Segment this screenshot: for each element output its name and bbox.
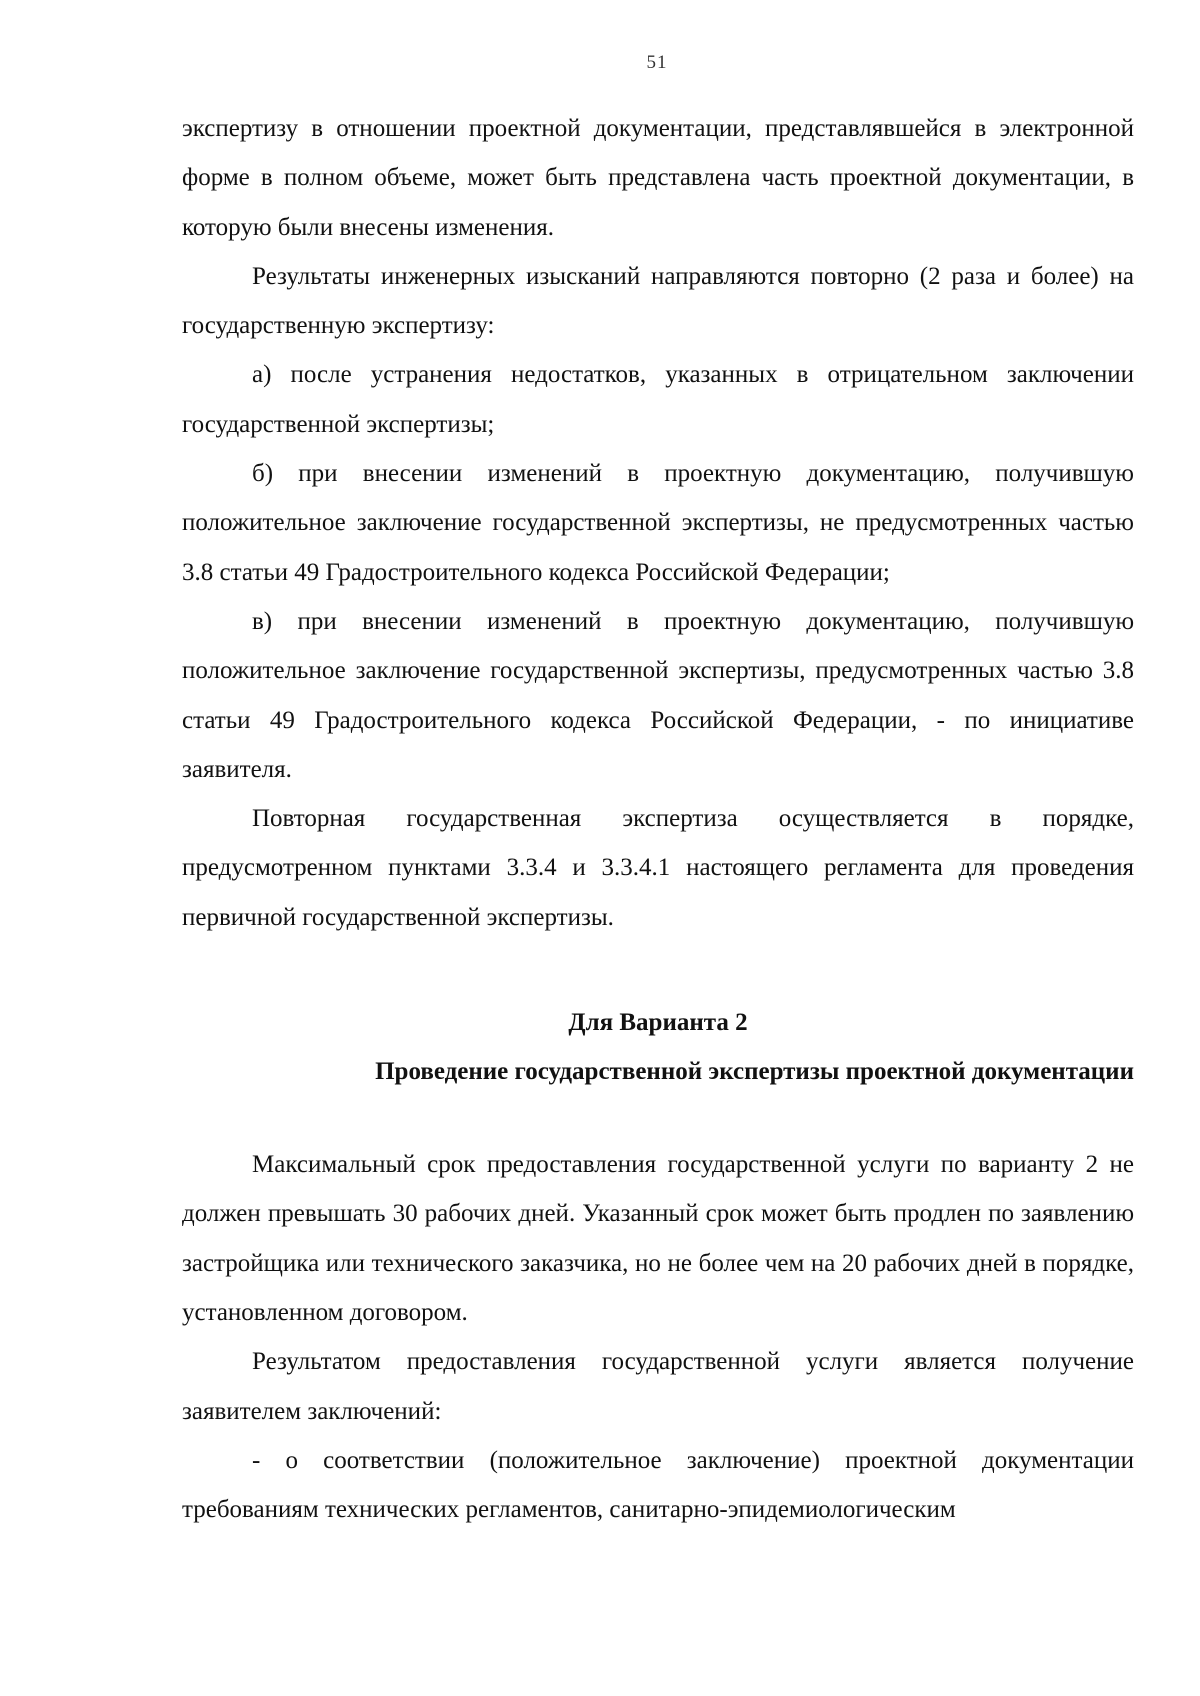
list-item-v: в) при внесении изменений в проектную документацию, получившую положительное заключение государственной экспертизы, предусмотренных частью 3.8 статьи 49 Градостроительного кодекса Российской Федерации, - по инициативе заявителя. — [182, 607, 1134, 783]
paragraph-max-term: Максимальный срок предоставления государственной услуги по варианту 2 не должен превышать 30 рабочих дней. Указанный срок может быть продлен по заявлению застройщика или технического заказчика, но не более чем на 20 рабочих дней в порядке, установленном договором. — [182, 1151, 1134, 1326]
paragraph-engineering-surveys: Результаты инженерных изысканий направляются повторно (2 раза и более) на государственную экспертизу: — [182, 262, 1134, 340]
list-item-compliance: - о соответствии (положительное заключение) проектной документации требованиям технических регламентов, санитарно-эпидемиологическим — [182, 1446, 1134, 1524]
page-number: 51 — [646, 52, 668, 73]
section-subtitle: Проведение государственной экспертизы проектной документации — [375, 1058, 1134, 1086]
document-body — [182, 104, 1134, 1534]
section-gap — [182, 942, 1134, 998]
paragraph-result: Результатом предоставления государственной услуги является получение заявителем заключений: — [182, 1348, 1134, 1425]
list-item-a: а) после устранения недостатков, указанных в отрицательном заключении государственной экспертизы; — [182, 361, 1134, 438]
list-item-b: б) при внесении изменений в проектную документацию, получившую положительное заключение государственной экспертизы, не предусмотренных частью 3.8 статьи 49 Градостроительного кодекса Российской Федерации; — [182, 460, 1134, 586]
section-gap-2 — [182, 1096, 1134, 1140]
paragraph-continuation: экспертизу в отношении проектной документации, представлявшейся в электронной форме в полном объеме, может быть представлена часть проектной документации, в которую были внесены изменения. — [182, 115, 1134, 241]
paragraph-repeat-expertise: Повторная государственная экспертиза осуществляется в порядке, предусмотренном пунктами 3.3.4 и 3.3.4.1 настоящего регламента для проведения первичной государственной экспертизы. — [182, 805, 1134, 931]
section-title: Для Варианта 2 — [568, 1009, 748, 1037]
